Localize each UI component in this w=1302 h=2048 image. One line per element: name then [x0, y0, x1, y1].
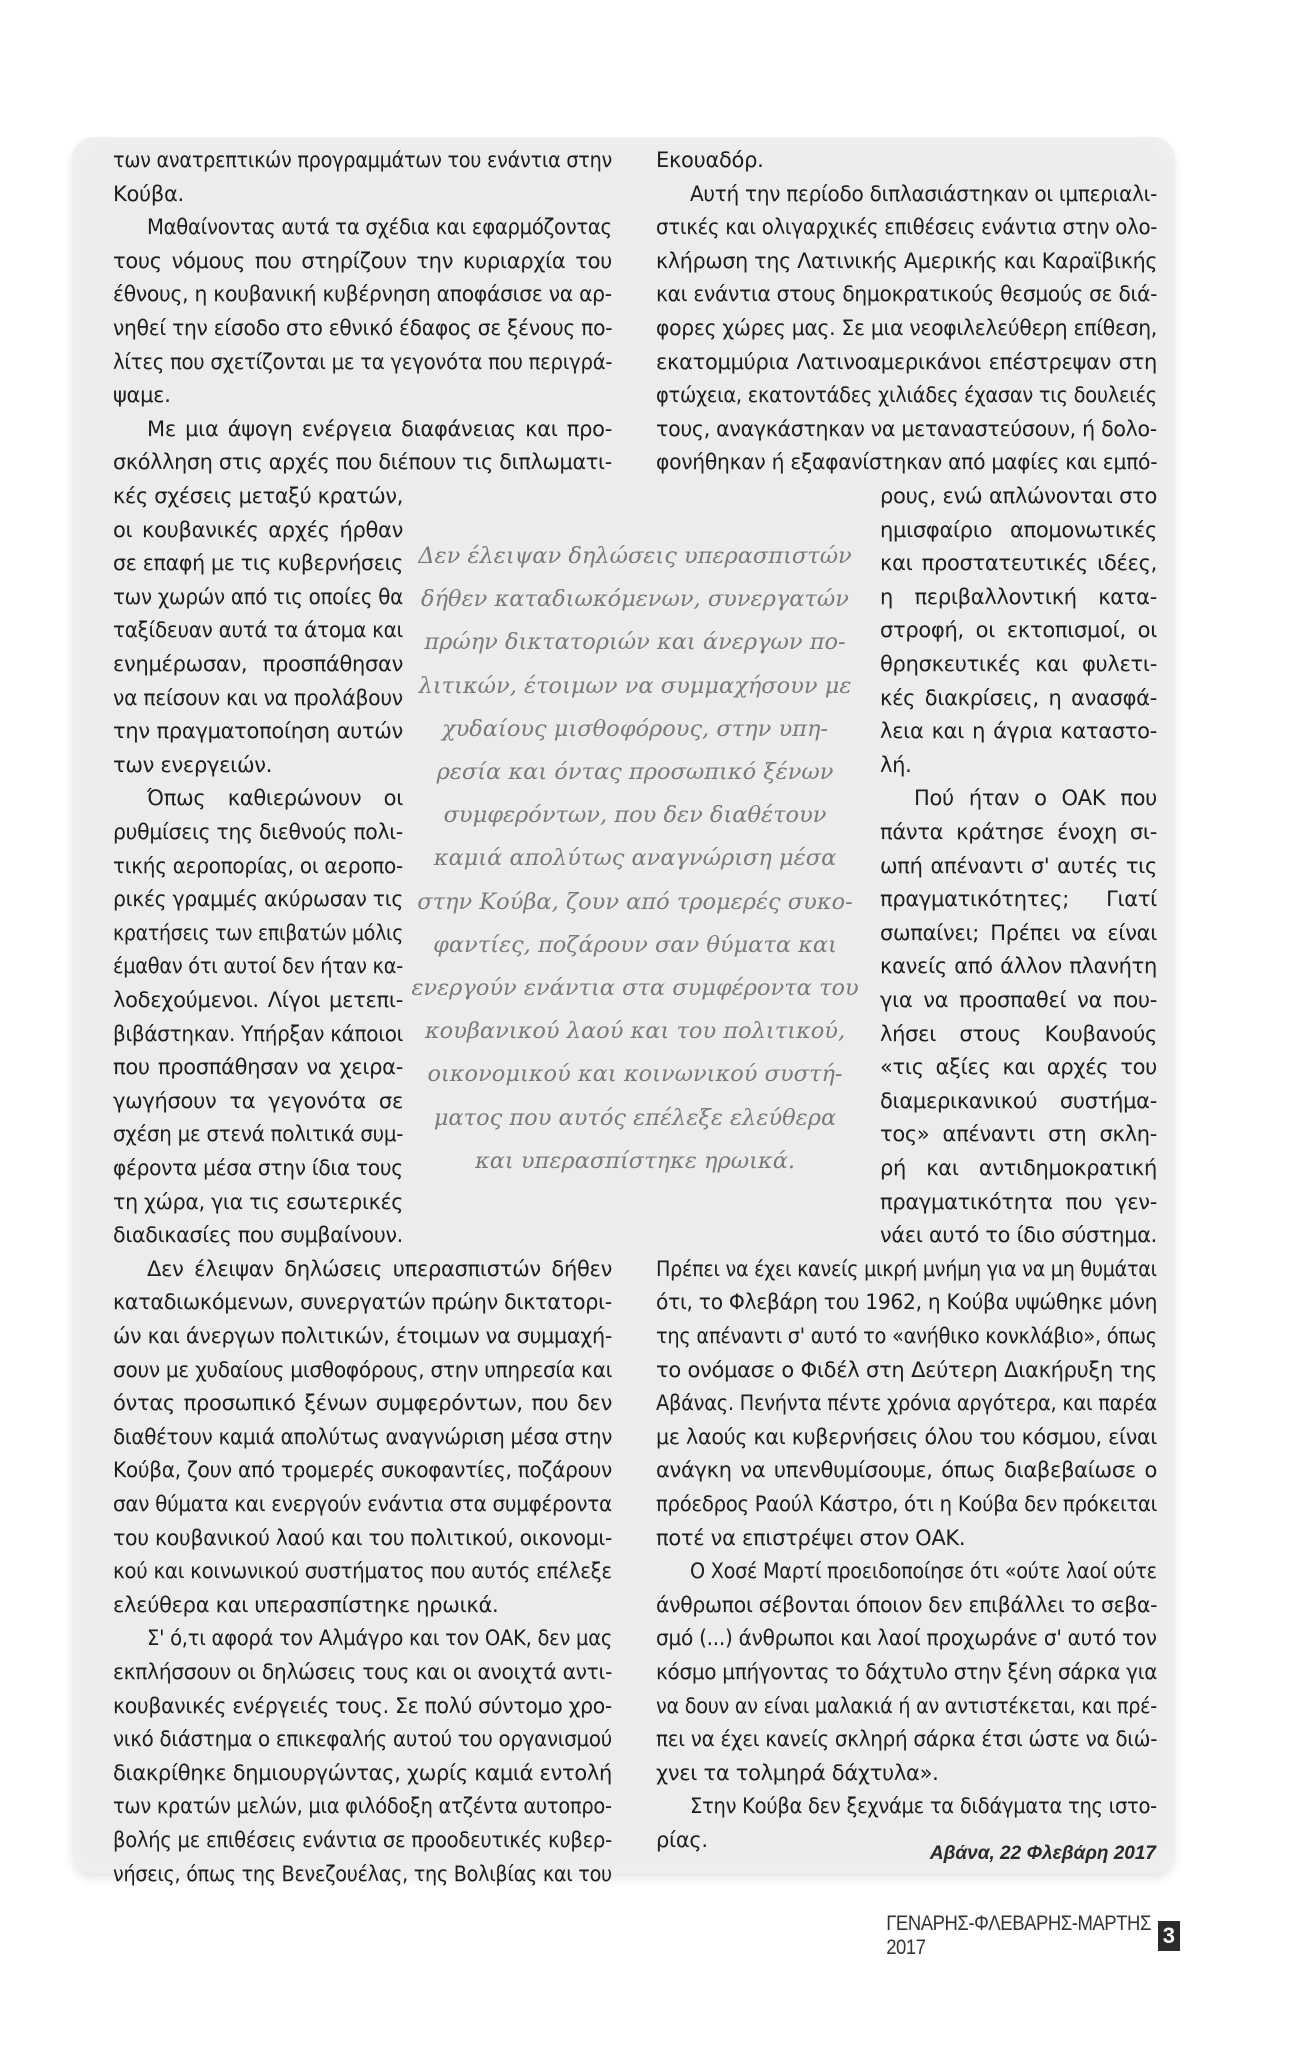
text-line: ρή και αντιδημοκρατική	[880, 1156, 1157, 1180]
text-line: νάει αυτό το ίδιο σύστημα.	[880, 1223, 1158, 1248]
text-line: ψαμε.	[113, 383, 171, 408]
text-line: κουβανικές ενέργειές τους. Σε πολύ σύντομο χρο-	[113, 1693, 613, 1718]
text-line: των ενεργειών.	[113, 752, 273, 777]
text-line: διαθέτουν καμιά απολύτως αναγνώριση μέσα στην	[113, 1424, 613, 1449]
text-line: εκατομμύρια Λατινοαμερικάνοι επέστρεψαν στη	[656, 349, 1157, 374]
issue-label: ΓΕΝΑΡΗΣ-ΦΛΕΒΑΡΗΣ-ΜΑΡΤΗΣ 2017	[886, 1912, 1151, 1959]
text-line: ωπή απέναντι σ' αυτές τις	[880, 853, 1157, 878]
text-line: φτώχεια, εκατοντάδες χιλιάδες έχασαν τις δουλειές	[656, 383, 1157, 408]
text-line: στικές και ολιγαρχικές επιθέσεις ενάντια στην ολο-	[656, 215, 1158, 240]
text-line: σουν με χυδαίους μισθοφόρους, στην υπηρεσία και	[113, 1357, 613, 1382]
text-line: σε επαφή με τις κυβερνήσεις	[113, 551, 403, 576]
text-line: τους, αναγκάστηκαν να μεταναστεύσουν, ή δολο-	[656, 416, 1157, 441]
text-line: τους νόμους που στηρίζουν την κυριαρχία του	[113, 248, 612, 273]
text-line: λοδεχούμενοι. Λίγοι μετεπι-	[113, 988, 403, 1012]
text-line: και ενάντια στους δημοκρατικούς θεσμούς σε διά-	[656, 282, 1158, 307]
text-line: κές διακρίσεις, η ανασφά-	[880, 685, 1157, 710]
text-line: σκόλληση στις αρχές που διέπουν τις διπλωματι-	[113, 450, 612, 475]
text-line: η περιβαλλοντική κατα-	[880, 584, 1157, 609]
text-line: Πρέπει να έχει κανείς μικρή μνήμη για να μη θυμάται	[656, 1256, 1157, 1281]
pull-quote-line: ρεσία και όντας προσωπικό ξένων	[436, 759, 834, 785]
text-line: ενημέρωσαν, προσπάθησαν	[113, 652, 403, 676]
pull-quote-line: χυδαίους μισθοφόρους, στην υπη-	[441, 715, 829, 742]
text-line: τος» απέναντι στη σκλη-	[880, 1122, 1157, 1147]
text-line: ημισφαίριο απομονωτικές	[880, 517, 1157, 542]
text-line: Κούβα.	[113, 181, 184, 206]
text-line: καταδιωκόμενων, συνεργατών πρώην δικτατορι-	[113, 1290, 612, 1315]
pull-quote-line: ενεργούν ενάντια στα συμφέροντα του	[411, 975, 859, 1001]
text-line: τη χώρα, για τις εσωτερικές	[113, 1189, 404, 1214]
text-line: κλήρωση της Λατινικής Αμερικής και Καραϊβικής	[656, 248, 1158, 273]
pull-quote-line: δήθεν καταδιωκόμενων, συνεργατών	[421, 586, 849, 613]
text-line: χνει τα τολμηρά δάχτυλα».	[656, 1760, 939, 1785]
text-line: με λαούς και κυβερνήσεις όλου του κόσμου, είναι	[656, 1424, 1157, 1449]
text-line: άνθρωποι σέβονται όποιον δεν επιβάλλει το σεβα-	[656, 1592, 1158, 1617]
text-line: Ο Χοσέ Μαρτί προειδοποίησε ότι «ούτε λαοί ούτε	[690, 1559, 1157, 1584]
text-line: γωγήσουν τα γεγονότα σε	[113, 1088, 403, 1113]
text-line: Μαθαίνοντας αυτά τα σχέδια και εφαρμόζοντας	[147, 215, 612, 240]
pull-quote-line: στην Κούβα, ζουν από τρομερές συκο-	[417, 888, 853, 915]
text-line: Όπως καθιερώνουν οι	[147, 786, 403, 811]
text-line: των ανατρεπτικών προγραμμάτων του ενάντια στην	[113, 148, 613, 172]
text-line: πει να έχει κανείς σκληρή σάρκα έτσι ώστε να διώ-	[656, 1727, 1158, 1752]
text-line: ανάγκη να υπενθυμίσουμε, όπως διαβεβαίωσε ο	[656, 1458, 1157, 1483]
text-line: σμό (...) άνθρωποι και λαοί προχωράνε σ' αυτό τον	[656, 1626, 1157, 1651]
pull-quote-line: πρώην δικτατοριών και άνεργων πο-	[424, 629, 846, 656]
text-line: όντας προσωπικό ξένων συμφερόντων, που δεν	[113, 1391, 612, 1416]
pull-quote-line: ματος που αυτός επέλεξε ελεύθερα	[433, 1104, 837, 1131]
text-line: ελεύθερα και υπερασπίστηκε ηρωικά.	[113, 1592, 499, 1617]
text-line: πραγματικότητες; Γιατί	[880, 887, 1157, 912]
text-line: πρόεδρος Ραούλ Κάστρο, ότι η Κούβα δεν πρόκειται	[656, 1492, 1158, 1516]
text-line: θρησκευτικές και φυλετι-	[880, 652, 1157, 676]
text-line: οι κουβανικές αρχές ήρθαν	[113, 517, 403, 542]
pull-quote-line: φαντίες, ποζάρουν σαν θύματα και	[433, 931, 837, 958]
text-line: για να προσπαθεί να που-	[880, 988, 1157, 1012]
text-line: φονήθηκαν ή εξαφανίστηκαν από μαφίες και εμπό-	[656, 450, 1158, 475]
text-line: σχέση με στενά πολιτικά συμ-	[113, 1122, 404, 1147]
text-line: κρατήσεις των επιβατών μόλις	[113, 920, 404, 945]
text-line: διαδικασίες που συμβαίνουν.	[113, 1223, 403, 1248]
text-line: ών και άνεργων πολιτικών, έτοιμων να συμμαχή-	[113, 1324, 613, 1348]
text-line: την πραγματοποίηση αυτών	[113, 719, 403, 744]
text-line: νηθεί την είσοδο στο εθνικό έδαφος σε ξένους πο-	[113, 316, 613, 340]
text-line: Με μια άψογη ενέργεια διαφάνειας και προ-	[147, 416, 612, 441]
text-line: έμαθαν ότι αυτοί δεν ήταν κα-	[113, 954, 403, 979]
text-line: Αυτή την περίοδο διπλασιάστηκαν οι ιμπεριαλι-	[690, 181, 1158, 206]
text-line: «τις αξίες και αρχές του	[880, 1055, 1157, 1080]
text-line: Κούβα, ζουν από τρομερές συκοφαντίες, ποζάρουν	[113, 1458, 612, 1483]
text-line: λήσει στους Κουβανούς	[880, 1021, 1157, 1046]
text-line: κανείς από άλλον πλανήτη	[880, 954, 1157, 979]
pull-quote-line: Δεν έλειψαν δηλώσεις υπερασπιστών	[418, 543, 852, 569]
pull-quote-line: και υπερασπίστηκε ηρωικά.	[474, 1147, 796, 1174]
text-line: έθνους, η κουβανική κυβέρνηση αποφάσισε να αρ-	[113, 282, 612, 307]
text-line: που προσπάθησαν να χειρα-	[113, 1055, 403, 1080]
text-line: της απέναντι σ' αυτό το «ανήθικο κονκλάβιο», όπως	[656, 1324, 1157, 1348]
text-line: σαν θύματα και ενεργούν ενάντια στα συμφέροντα	[113, 1492, 612, 1516]
page-footer	[850, 1912, 1180, 1959]
text-line: Πού ήταν ο ΟΑΚ που	[914, 786, 1157, 811]
text-line: του κουβανικού λαού και του πολιτικού, οικονομι-	[113, 1525, 613, 1550]
text-line: και προστατευτικές ιδέες,	[880, 551, 1157, 576]
text-line: των κρατών μελών, μια φιλόδοξη ατζέντα αυτοπρο-	[113, 1794, 612, 1819]
signature-dateline: Αβάνα, 22 Φλεβάρη 2017	[929, 1843, 1156, 1864]
text-line: Σ' ό,τι αφορά τον Αλμάγρο και τον ΟΑΚ, δεν μας	[147, 1626, 613, 1651]
page-number-badge: 3	[1158, 1921, 1180, 1951]
pull-quote-line: συμφερόντων, που δεν διαθέτουν	[443, 802, 827, 829]
text-line: στροφή, οι εκτοπισμοί, οι	[880, 618, 1157, 643]
text-line: να δουν αν είναι μαλακιά ή αν αντιστέκεται, και πρέ-	[656, 1693, 1157, 1718]
text-line: ρικές γραμμές ακύρωσαν τις	[113, 887, 403, 912]
text-line: το ονόμασε ο Φιδέλ στη Δεύτερη Διακήρυξη της	[656, 1357, 1157, 1382]
pull-quote-line: κουβανικού λαού και του πολιτικού,	[424, 1018, 846, 1045]
text-line: νικό διάστημα ο επικεφαλής αυτού του οργανισμού	[113, 1727, 612, 1752]
text-line: φορες χώρες μας. Σε μια νεοφιλελεύθερη επίθεση,	[656, 316, 1157, 340]
text-line: κού και κοινωνικού συστήματος που αυτός επέλεξε	[113, 1559, 612, 1584]
text-line: εκπλήσσουν οι δηλώσεις τους και οι ανοιχτά αντι-	[113, 1660, 613, 1684]
text-line: να πείσουν και να προλάβουν	[113, 685, 403, 710]
text-line: κές σχέσεις μεταξύ κρατών,	[113, 484, 404, 508]
text-line: ποτέ να επιστρέψει στον ΟΑΚ.	[656, 1525, 966, 1550]
text-line: ότι, το Φλεβάρη του 1962, η Κούβα υψώθηκε μόνη	[656, 1290, 1158, 1315]
text-line: πραγματικότητα που γεν-	[880, 1189, 1157, 1214]
text-line: Εκουαδόρ.	[656, 148, 764, 172]
pull-quote-line: λιτικών, έτοιμων να συμμαχήσουν με	[418, 672, 852, 699]
text-line: διαμερικανικού συστήμα-	[880, 1088, 1157, 1113]
text-line: κόσμο μπήγοντας το δάχτυλο στην ξένη σάρκα για	[656, 1660, 1158, 1684]
text-line: σωπαίνει; Πρέπει να είναι	[880, 920, 1157, 945]
text-line: φέροντα μέσα στην ίδια τους	[113, 1156, 403, 1180]
text-line: βιβάστηκαν. Υπήρξαν κάποιοι	[113, 1021, 404, 1046]
text-line: βολής με επιθέσεις ενάντια σε προοδευτικές κυβερ-	[113, 1828, 612, 1852]
text-line: των χωρών από τις οποίες θα	[113, 584, 403, 609]
text-line: Αβάνας. Πενήντα πέντε χρόνια αργότερα, και παρέα	[656, 1391, 1157, 1416]
text-line: λίτες που σχετίζονται με τα γεγονότα που περιγρά-	[113, 349, 613, 374]
pull-quote-line: καμιά απολύτως αναγνώριση μέσα	[433, 845, 837, 872]
text-line: Στην Κούβα δεν ξεχνάμε τα διδάγματα της ιστο-	[690, 1794, 1157, 1819]
text-line: λεια και η άγρια καταστο-	[880, 719, 1157, 744]
text-line: νήσεις, όπως της Βενεζουέλας, της Βολιβίας και του	[113, 1861, 612, 1886]
text-line: τικής αεροπορίας, οι αεροπο-	[113, 853, 403, 878]
text-line: ρυθμίσεις της διεθνούς πολι-	[113, 820, 403, 844]
text-line: ρους, ενώ απλώνονται στο	[880, 484, 1157, 508]
pull-quote-line: οικονομικού και κοινωνικού συστή-	[427, 1061, 843, 1088]
text-line: διακρίθηκε δημιουργώντας, χωρίς καμιά εντολή	[113, 1760, 613, 1785]
text-line: λή.	[880, 752, 912, 777]
text-line: ταξίδευαν αυτά τα άτομα και	[113, 618, 404, 643]
text-line: ρίας.	[656, 1828, 708, 1852]
text-line: πάντα κράτησε ένοχη σι-	[880, 820, 1157, 844]
text-line: Δεν έλειψαν δηλώσεις υπερασπιστών δήθεν	[147, 1256, 612, 1281]
